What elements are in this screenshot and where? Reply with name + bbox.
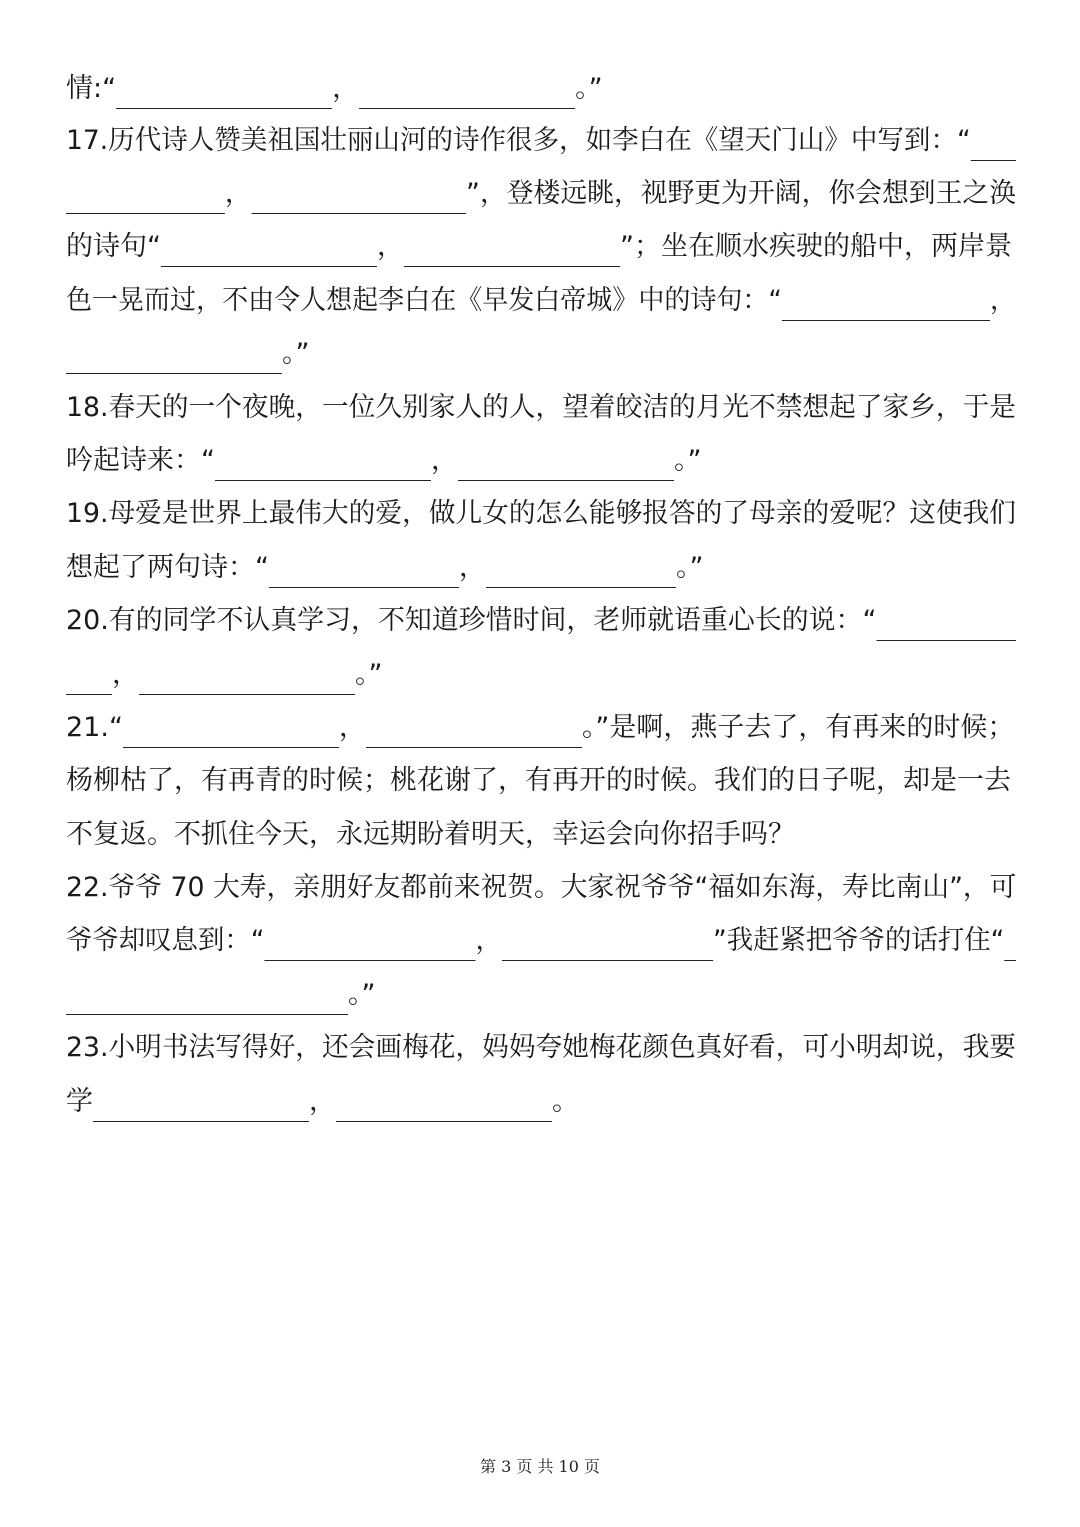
answer-blank[interactable]	[1004, 924, 1016, 961]
q17-line-2	[66, 167, 1017, 221]
q17-text-5: 色一晃而过，不由令人想起李白在《早发白帝城》中的诗句：“	[66, 285, 782, 316]
q19-line-1	[66, 487, 1016, 541]
q21-line-1	[66, 701, 1016, 755]
q22-line-3	[66, 968, 1016, 1022]
q17-sep-1: ，	[224, 178, 252, 209]
q18-line-1	[66, 381, 1016, 435]
q18-line-2	[66, 434, 1016, 488]
q18-text-1: 18.春天的一个夜晚，一位久别家人的人，望着皎洁的月光不禁想起了家乡，于是	[66, 392, 1016, 423]
q22-end: 。”	[348, 979, 376, 1010]
q21-text-2: 。”是啊，燕子去了，有再来的时候；	[581, 712, 1015, 743]
q19-line-2	[66, 541, 1016, 595]
q23-text-1: 23.小明书法写得好，还会画梅花，妈妈夸她梅花颜色真好看，可小明却说，我要	[66, 1032, 1016, 1063]
q23-text-2: 学	[66, 1086, 93, 1117]
q18-end: 。”	[674, 445, 702, 476]
q17-line-5	[66, 327, 1016, 381]
answer-blank[interactable]	[366, 711, 582, 748]
q22-text-1: 22.爷爷 70 大寿，亲朋好友都前来祝贺。大家祝爷爷“福如东海，寿比南山”，可	[66, 872, 1017, 903]
q20-text-1: 20.有的同学不认真学习，不知道珍惜时间，老师就语重心长的说：“	[66, 605, 877, 636]
q18-sep: ，	[431, 445, 458, 476]
q22-line-1	[66, 861, 1017, 915]
q17-text-3: 的诗句“	[66, 231, 161, 262]
answer-blank[interactable]	[252, 177, 466, 214]
q17-end: 。”	[282, 338, 310, 369]
q21-line-3	[66, 808, 1016, 862]
q22-line-2	[66, 914, 1005, 968]
answer-blank[interactable]	[116, 72, 332, 109]
answer-blank[interactable]	[215, 444, 431, 481]
answer-blank[interactable]	[161, 230, 377, 267]
q17-sep-3: ，	[989, 285, 1017, 316]
answer-blank[interactable]	[66, 177, 225, 214]
q23-line-1	[66, 1021, 1016, 1075]
answer-blank[interactable]	[876, 604, 1016, 641]
q22-text-3: ”我赶紧把爷爷的话打住“	[713, 925, 1005, 956]
q17-line-4	[66, 274, 1017, 328]
q20-end: 。”	[355, 659, 383, 690]
q16-tail-line	[66, 62, 1016, 116]
answer-blank[interactable]	[971, 124, 1016, 161]
q19-text-2: 想起了两句诗：“	[66, 552, 269, 583]
q17-text-2: ”，登楼远眺，视野更为开阔，你会想到王之涣	[466, 178, 1017, 209]
q19-sep: ，	[459, 552, 486, 583]
q22-text-2: 爷爷却叹息到：“	[66, 925, 265, 956]
q23-sep: ，	[309, 1086, 336, 1117]
answer-blank[interactable]	[93, 1085, 309, 1122]
q17-sep-2: ，	[377, 231, 404, 262]
answer-blank[interactable]	[486, 551, 676, 588]
answer-blank[interactable]	[264, 924, 475, 961]
q16-tail-start: 情:“	[66, 73, 117, 104]
answer-blank[interactable]	[66, 978, 348, 1015]
answer-blank[interactable]	[404, 230, 620, 267]
q18-text-2: 吟起诗来：“	[66, 445, 215, 476]
q17-text-1: 17.历代诗人赞美祖国壮丽山河的诗作很多，如李白在《望天门山》中写到：“	[66, 125, 971, 156]
answer-blank[interactable]	[458, 444, 674, 481]
answer-blank[interactable]	[66, 658, 112, 695]
page-number-footer: 第 3 页 共 10 页	[480, 1457, 600, 1476]
q20-line-1	[66, 594, 1013, 648]
answer-blank[interactable]	[139, 658, 355, 695]
answer-blank[interactable]	[782, 284, 990, 321]
q21-text-3: 杨柳枯了，有再青的时候；桃花谢了，有再开的时候。我们的日子呢，却是一去	[66, 765, 1011, 796]
q17-text-4: ”；坐在顺水疾驶的船中，两岸景	[620, 231, 1012, 262]
q23-line-2	[66, 1075, 1016, 1129]
q17-line-3	[66, 220, 1016, 274]
q20-line-2	[66, 648, 1016, 702]
q20-sep: ，	[112, 659, 139, 690]
answer-blank[interactable]	[123, 711, 339, 748]
q17-line-1	[66, 114, 999, 168]
q16-tail-sep: ，	[332, 73, 360, 104]
answer-blank[interactable]	[502, 924, 713, 961]
answer-blank[interactable]	[66, 337, 282, 374]
q21-sep: ，	[338, 712, 366, 743]
q19-text-1: 19.母爱是世界上最伟大的爱，做儿女的怎么能够报答的了母亲的爱呢？这使我们	[66, 498, 1016, 529]
q21-text-4: 不复返。不抓住今天，永远期盼着明天，幸运会向你招手吗？	[66, 819, 795, 850]
answer-blank[interactable]	[269, 551, 459, 588]
q21-text-1: 21.“	[66, 712, 123, 743]
q16-tail-end: 。”	[575, 73, 603, 104]
q21-line-2	[66, 754, 1016, 808]
answer-blank[interactable]	[336, 1085, 552, 1122]
q22-sep: ，	[475, 925, 502, 956]
q23-end: 。	[552, 1086, 579, 1117]
answer-blank[interactable]	[359, 72, 575, 109]
q19-end: 。”	[676, 552, 704, 583]
